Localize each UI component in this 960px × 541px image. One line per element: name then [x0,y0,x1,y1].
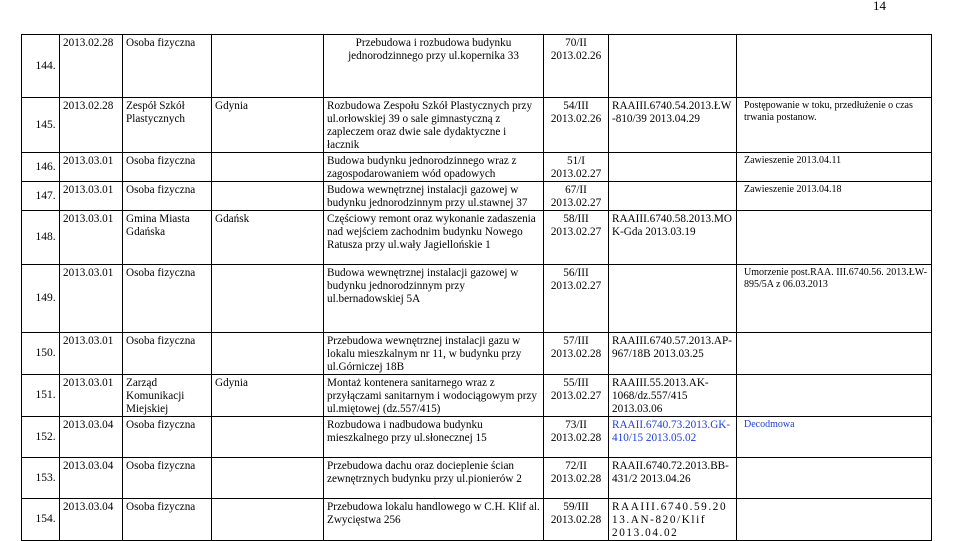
entry-number: 144. [22,35,60,98]
case-cell [544,35,609,98]
case-number: 70/II [565,37,587,49]
applicant: Zespół Szkół Plastycznych [123,98,212,153]
filing-date: 2013.03.01 [60,333,123,375]
register-body [22,35,932,541]
case-cell [544,417,609,458]
applicant: Osoba fizyczna [123,182,212,211]
table-row [22,375,932,417]
city [212,182,324,211]
entry-number: 153. [22,458,60,499]
city [212,333,324,375]
city: Gdańsk [212,211,324,265]
case-cell [544,153,609,182]
status: Zawieszenie 2013.04.11 [737,153,932,182]
entry-number: 151. [22,375,60,417]
applicant: Osoba fizyczna [123,499,212,541]
entry-number: 149. [22,265,60,333]
table-row [22,333,932,375]
applicant: Osoba fizyczna [123,417,212,458]
case-cell [544,499,609,541]
applicant: Gmina Miasta Gdańska [123,211,212,265]
filing-date: 2013.03.04 [60,499,123,541]
decision: RAAIII.6740.54.2013.ŁW-810/39 2013.04.29 [609,98,737,153]
applicant: Osoba fizyczna [123,458,212,499]
decision [609,35,737,98]
case-number: 51/I [566,155,586,167]
applicant: Osoba fizyczna [123,265,212,333]
description: Przebudowa dachu oraz docieplenie ścian zewnętrznych budynku przy ul.pionierów 2 [324,458,544,499]
description: Przebudowa lokalu handlowego w C.H. Klif al. Zwycięstwa 256 [324,499,544,541]
case-cell [544,211,609,265]
description: Przebudowa wewnętrznej instalacji gazu w lokalu mieszkalnym nr 11, w budynku przy ul.Górniczej 18B [324,333,544,375]
table-row [22,211,932,265]
table-row [22,458,932,499]
case-number: 55/III [563,377,589,389]
applicant: Zarząd Komunikacji Miejskiej [123,375,212,417]
case-date: 2013.02.28 [550,432,602,444]
filing-date: 2013.03.01 [60,182,123,211]
status [737,458,932,499]
status: Postępowanie w toku, przedłużenie o czas trwania postanow. [737,98,932,153]
status [737,375,932,417]
filing-date: 2013.03.01 [60,265,123,333]
entry-number: 150. [22,333,60,375]
entry-number: 146. [22,153,60,182]
description: Budowa wewnętrznej instalacji gazowej w budynku jednorodzinnym przy ul.bernadowskiej 5A [324,265,544,333]
status [737,211,932,265]
case-cell [544,458,609,499]
status: Zawieszenie 2013.04.18 [737,182,932,211]
entry-number: 154. [22,499,60,541]
decision: RAAIII.6740.59.2013.AN-820/Klif 2013.04.02 [609,499,737,541]
permit-register-table [21,34,932,541]
case-date: 2013.02.27 [550,280,602,292]
status [737,35,932,98]
city: Gdynia [212,98,324,153]
status: Umorzenie post.RAA. III.6740.56. 2013.ŁW-895/5A z 06.03.2013 [737,265,932,333]
applicant: Osoba fizyczna [123,35,212,98]
city [212,499,324,541]
entry-number: 145. [22,98,60,153]
decision: RAAIII.55.2013.AK-1068/dz.557/415 2013.03.06 [609,375,737,417]
status: Decodmowa [737,417,932,458]
city [212,417,324,458]
table-row [22,98,932,153]
decision: RAAII.6740.73.2013.GK-410/15 2013.05.02 [609,417,737,458]
description: Budowa budynku jednorodzinnego wraz z zagospodarowaniem wód opadowych [324,153,544,182]
status [737,333,932,375]
case-number: 59/III [563,501,589,513]
description: Montaż kontenera sanitarnego wraz z przyłączami sanitarnym i wodociągowym przy ul.miętowej (dz.557/415) [324,375,544,417]
case-number: 72/II [565,460,587,472]
case-number: 73/II [565,419,587,431]
table-row [22,35,932,98]
case-date: 2013.02.28 [550,514,602,526]
case-number: 54/III [563,100,589,112]
description: Budowa wewnętrznej instalacji gazowej w budynku jednorodzinnym przy ul.stawnej 37 [324,182,544,211]
description: Częściowy remont oraz wykonanie zadaszenia nad wejściem zachodnim budynku Nowego Ratusza przy ul.wały Jagiellońskie 1 [324,211,544,265]
case-date: 2013.02.27 [550,226,602,238]
city [212,458,324,499]
decision [609,265,737,333]
entry-number: 148. [22,211,60,265]
case-number: 67/II [565,184,587,196]
filing-date: 2013.02.28 [60,98,123,153]
case-cell [544,333,609,375]
city [212,35,324,98]
city [212,265,324,333]
decision: RAAIII.6740.58.2013.MOK-Gda 2013.03.19 [609,211,737,265]
table-row [22,153,932,182]
status [737,499,932,541]
page-number: 14 [873,0,886,13]
case-cell [544,265,609,333]
case-date: 2013.02.26 [550,113,602,125]
applicant: Osoba fizyczna [123,333,212,375]
filing-date: 2013.02.28 [60,35,123,98]
filing-date: 2013.03.04 [60,458,123,499]
decision [609,153,737,182]
table-row [22,417,932,458]
city [212,153,324,182]
decision: RAAII.6740.72.2013.BB-431/2 2013.04.26 [609,458,737,499]
filing-date: 2013.03.04 [60,417,123,458]
case-date: 2013.02.27 [550,390,602,402]
table-row [22,499,932,541]
case-date: 2013.02.27 [550,197,602,209]
case-number: 57/III [563,335,589,347]
case-cell [544,182,609,211]
case-date: 2013.02.28 [550,473,602,485]
decision: RAAIII.6740.57.2013.AP-967/18B 2013.03.25 [609,333,737,375]
table-row [22,182,932,211]
applicant: Osoba fizyczna [123,153,212,182]
table-row [22,265,932,333]
entry-number: 152. [22,417,60,458]
case-number: 56/III [563,267,589,279]
description: Przebudowa i rozbudowa budynku jednorodzinnego przy ul.kopernika 33 [324,35,544,98]
filing-date: 2013.03.01 [60,211,123,265]
case-date: 2013.02.26 [550,50,602,62]
city: Gdynia [212,375,324,417]
description: Rozbudowa i nadbudowa budynku mieszkalnego przy ul.słonecznej 15 [324,417,544,458]
case-date: 2013.02.27 [550,168,602,180]
filing-date: 2013.03.01 [60,375,123,417]
decision [609,182,737,211]
description: Rozbudowa Zespołu Szkół Plastycznych przy ul.orłowskiej 39 o sale gimnastyczną z zapleczem oraz dwie sale dydaktyczne i łacznik [324,98,544,153]
case-cell [544,98,609,153]
filing-date: 2013.03.01 [60,153,123,182]
entry-number: 147. [22,182,60,211]
case-number: 58/III [563,213,589,225]
case-cell [544,375,609,417]
case-date: 2013.02.28 [550,348,602,360]
